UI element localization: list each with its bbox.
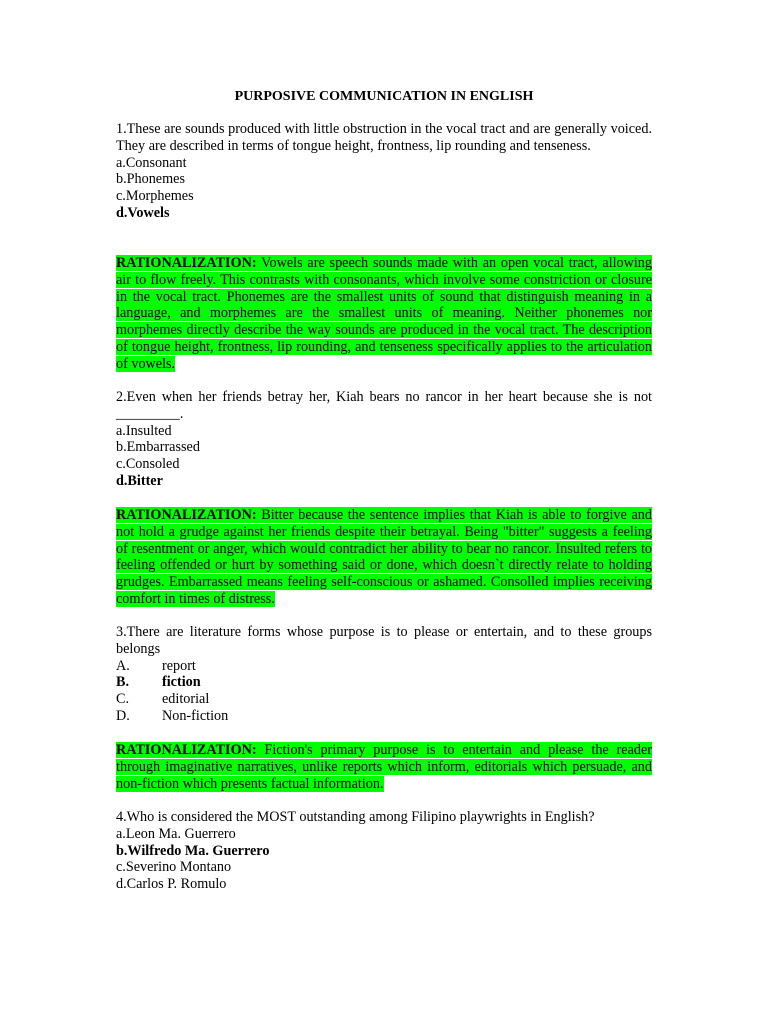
question-3-option-b-correct: B. fiction [116, 674, 201, 691]
rationale-highlight [116, 255, 652, 372]
question-3-option-c: C. editorial [116, 691, 210, 708]
question-2 [116, 389, 652, 490]
question-4 [116, 809, 652, 893]
question-3-text: 3.There are literature forms whose purpose is to please or entertain, and to these groups belongs [116, 624, 652, 657]
question-4-option-c: c.Severino Montano [116, 859, 232, 876]
rationale-highlight [116, 507, 652, 607]
question-1-option-d-correct: d.Vowels [116, 204, 170, 221]
rationale-label: RATIONALIZATION: [116, 255, 257, 271]
question-2-option-d-correct: d.Bitter [116, 472, 163, 489]
question-3-option-d: D. Non-fiction [116, 707, 229, 724]
rationale-text: Bitter because the sentence implies that Kiah is able to forgive and not hold a grudge against her friends despite their betrayal. Being "bitter" suggests a feeling of resentment or anger, which would contradict her ability to bear no rancor. Insulted refers to feeling offended or hurt by something said or done, which doesn`t directly relate to holding grudges. Embarrassed means feeling self-conscious or ashamed. Consolled implies receiving comfort in times of distress. [116, 507, 652, 607]
question-2-option-b: b.Embarrassed [116, 439, 200, 456]
question-2-rationale [116, 507, 652, 608]
question-4-option-b-correct: b.Wilfredo Ma. Guerrero [116, 842, 270, 859]
rationale-text: Vowels are speech sounds made with an open vocal tract, allowing air to flow freely. This contrasts with consonants, which involve some constriction or closure in the vocal tract. Phonemes are the smallest units of sound that distinguish meaning in a language, and morphemes are the smallest units of meaning. Neither phonemes nor morphemes directly describe the way sounds are produced in the vocal tract. The description of tongue height, frontness, lip rounding, and tenseness specifically applies to the articulation of vowels. [116, 255, 652, 372]
question-4-option-d: d.Carlos P. Romulo [116, 876, 227, 893]
document-title: PURPOSIVE COMMUNICATION IN ENGLISH [234, 89, 534, 104]
question-1-option-c: c.Morphemes [116, 188, 194, 205]
rationale-label: RATIONALIZATION: [116, 507, 257, 523]
rationale-highlight [116, 742, 652, 792]
question-3-option-a: A. report [116, 657, 196, 674]
question-1-option-a: a.Consonant [116, 154, 187, 171]
question-1-option-b: b.Phonemes [116, 171, 185, 188]
question-1-text: 1.These are sounds produced with little obstruction in the vocal tract and are generally voiced. They are described in terms of tongue height, frontness, lip rounding and tenseness. [116, 121, 652, 154]
question-4-option-a: a.Leon Ma. Guerrero [116, 825, 236, 842]
question-3-rationale [116, 742, 652, 792]
question-2-option-c: c.Consoled [116, 456, 180, 473]
question-4-text: 4.Who is considered the MOST outstanding among Filipino playwrights in English? [116, 809, 595, 825]
question-3 [116, 624, 652, 725]
question-2-text: 2.Even when her friends betray her, Kiah bears no rancor in her heart because she is not _________. [116, 389, 652, 422]
rationale-label: RATIONALIZATION: [116, 742, 257, 758]
question-1-rationale [116, 255, 652, 373]
question-2-option-a: a.Insulted [116, 422, 172, 439]
question-1 [116, 121, 652, 222]
rationale-text: Fiction's primary purpose is to entertain and please the reader through imaginative narratives, unlike reports which inform, editorials which persuade, and non-fiction which presents factual information. [116, 742, 652, 792]
